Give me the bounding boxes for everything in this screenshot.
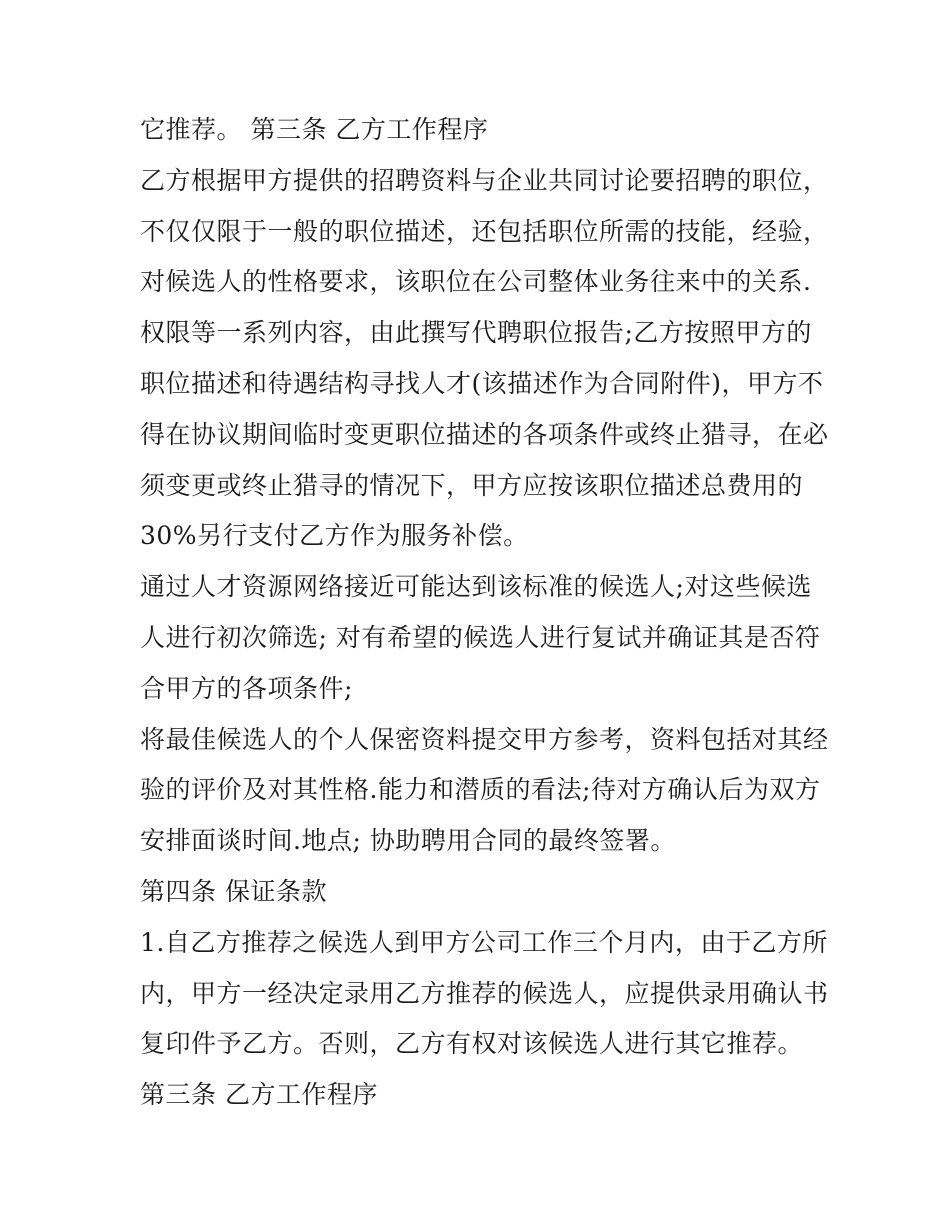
text-line: 权限等一系列内容，由此撰写代聘职位报告;乙方按照甲方的 — [140, 318, 812, 348]
text-line: 合甲方的各项条件; — [140, 673, 353, 703]
text-line: 不仅仅限于一般的职位描述，还包括职位所需的技能，经验， — [140, 216, 829, 246]
text-line: 复印件予乙方。否则，乙方有权对该候选人进行其它推荐。 — [140, 1029, 804, 1059]
section-heading: 第四条 保证条款 — [140, 876, 327, 906]
text-line: 1.自乙方推荐之候选人到甲方公司工作三个月内，由于乙方所 — [140, 927, 828, 957]
text-line: 须变更或终止猎寻的情况下，甲方应按该职位描述总费用的 — [140, 470, 804, 500]
text-line: 30%另行支付乙方作为服务补偿。 — [140, 521, 529, 551]
text-line: 它推荐。 第三条 乙方工作程序 — [140, 115, 489, 144]
document-body — [140, 105, 830, 1121]
text-line: 乙方根据甲方提供的招聘资料与企业共同讨论要招聘的职位， — [140, 165, 829, 195]
text-line: 内，甲方一经决定录用乙方推荐的候选人，应提供录用确认书 — [140, 978, 829, 1008]
text-line: 验的评价及对其性格.能力和潜质的看法;待对方确认后为双方 — [140, 775, 821, 805]
text-line: 对候选人的性格要求，该职位在公司整体业务往来中的关系. — [140, 267, 812, 297]
text-line: 职位描述和待遇结构寻找人才(该描述作为合同附件)，甲方不 — [140, 368, 824, 398]
text-line: 人进行初次筛选; 对有希望的候选人进行复试并确证其是否符 — [140, 622, 821, 652]
text-line: 安排面谈时间.地点; 协助聘用合同的最终签署。 — [140, 826, 676, 856]
section-heading: 第三条 乙方工作程序 — [140, 1080, 378, 1110]
text-line: 将最佳候选人的个人保密资料提交甲方参考，资料包括对其经 — [140, 724, 829, 754]
text-line: 通过人才资源网络接近可能达到该标准的候选人;对这些候选 — [140, 572, 812, 602]
text-line: 得在协议期间临时变更职位描述的各项条件或终止猎寻，在必 — [140, 419, 829, 449]
